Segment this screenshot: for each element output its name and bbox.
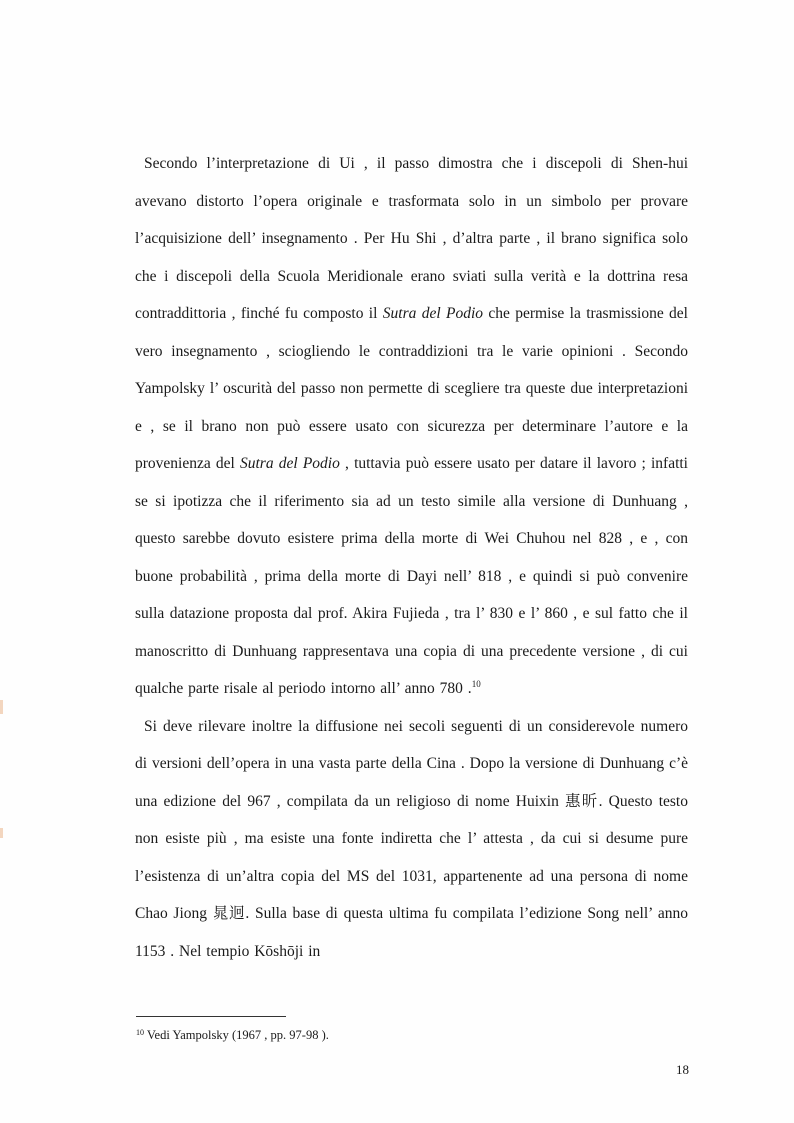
paragraph-2-text: Si deve rilevare inoltre la diffusione nei secoli seguenti di un considerevole numero di versioni dell’opera in una vasta parte della Cina . Dopo la versione di Dunhuang c’è una edizione del 967 , compilata da un religioso di nome Huixin 惠昕. Questo testo non esiste più , ma esiste una fonte indiretta che l’ attesta , da cui si desume pure l’esistenza di un’altra copia del MS del 1031, appartenente ad una persona di nome Chao Jiong 晁迥. Sulla base di questa ultima fu compilata l’edizione Song nell’ anno 1153 . Nel tempio Kōshōji in [135, 717, 688, 960]
paragraph-1-text-a: Secondo l’interpretazione di Ui , il passo dimostra che i discepoli di Shen-hui avevano distorto l’opera originale e trasformata solo in un simbolo per provare l’acquisizione dell’ insegnamento . Per Hu Shi , d’altra parte , il brano significa solo che i discepoli della Scuola Meridionale erano sviati sulla verità e la dottrina resa contraddittoria , finché fu composto il [135, 155, 688, 322]
paragraph-1-text-b: che permise la trasmissione del vero insegnamento , sciogliendo le contraddizioni tra le varie opinioni . Secondo Yampolsky l’ oscurità del passo non permette di scegliere tra queste due interpretazioni e , se il brano non può essere usato con sicurezza per determinare l’autore e la provenienza del [135, 305, 688, 472]
footnote-number: 10 [136, 1028, 144, 1037]
book-title: Sutra del Podio [240, 455, 340, 472]
book-title: Sutra del Podio [382, 305, 484, 322]
footnote-reference: 10 [471, 679, 481, 689]
scan-edge-mark [0, 700, 3, 714]
footnote [136, 1027, 329, 1043]
page-number: 18 [676, 1062, 689, 1077]
scan-edge-mark [0, 828, 3, 838]
paragraph-1-text-c: , tuttavia può essere usato per datare il lavoro ; infatti se si ipotizza che il riferimento sia ad un testo simile alla versione di Dunhuang , questo sarebbe dovuto esistere prima della morte di Wei Chuhou nel 828 , e , con buone probabilità , prima della morte di Dayi nell’ 818 , e quindi si può convenire sulla datazione proposta dal prof. Akira Fujieda , tra l’ 830 e l’ 860 , e sul fatto che il manoscritto di Dunhuang rappresentava una copia di una precedente versione , di cui qualche parte risale al periodo intorno all’ anno 780 . [135, 455, 688, 697]
footnote-separator [136, 1016, 286, 1017]
body-text [135, 145, 688, 970]
footnote-text: Vedi Yampolsky (1967 , pp. 97-98 ). [146, 1028, 329, 1042]
paragraph-2 [135, 708, 688, 971]
paragraph-1 [135, 145, 688, 708]
